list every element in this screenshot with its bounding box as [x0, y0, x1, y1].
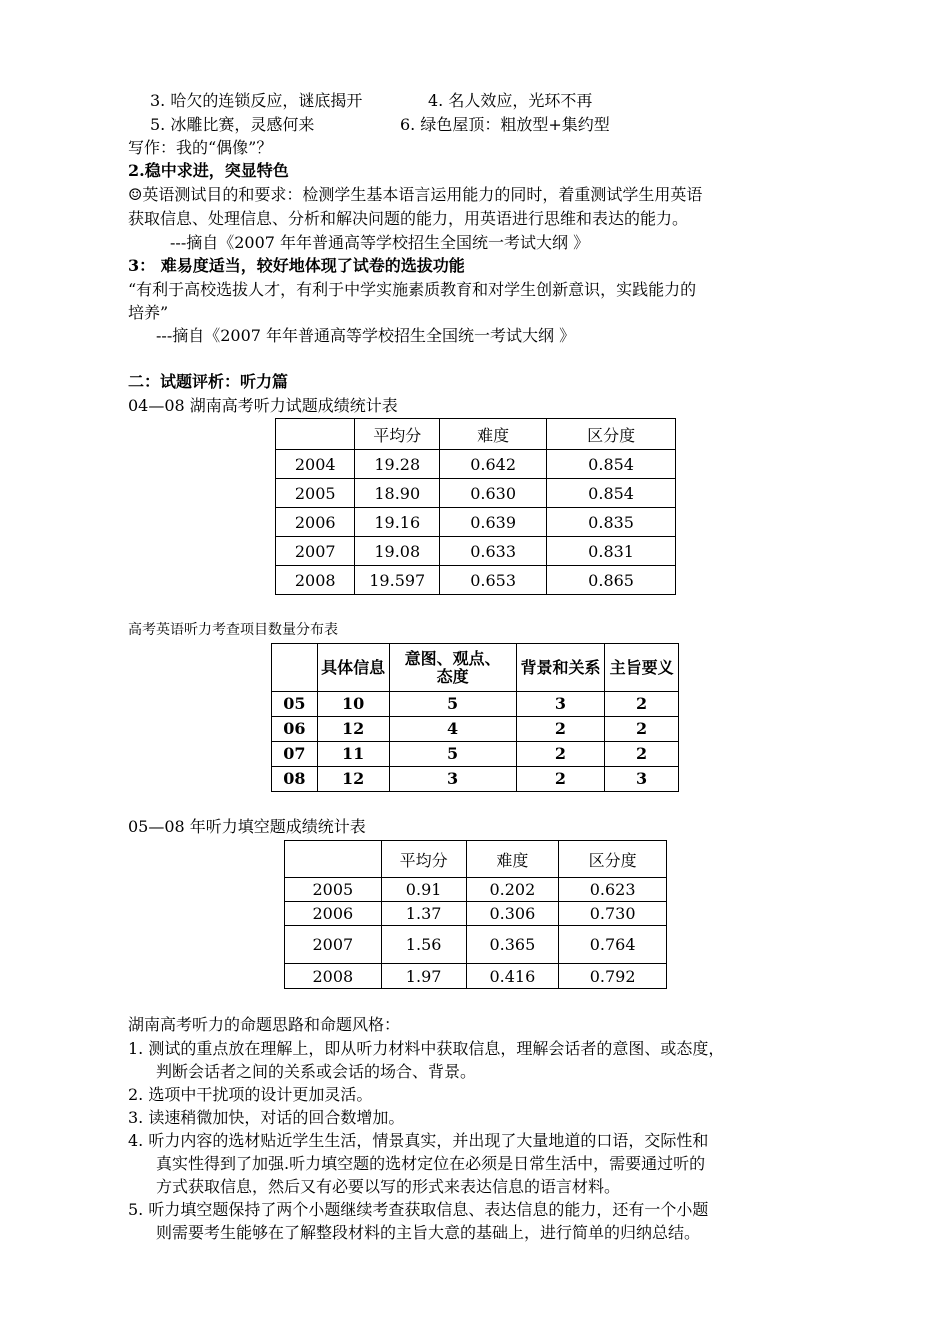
- table1-caption: 04—08 湖南高考听力试题成绩统计表: [128, 396, 398, 415]
- table1-cell: 0.854: [547, 479, 676, 508]
- table2-cell: 08: [272, 767, 318, 792]
- table3-cell: 0.792: [559, 964, 667, 989]
- table1-cell: 0.639: [440, 508, 547, 537]
- style-point-1-line1: 1. 测试的重点放在理解上，即从听力材料中获取信息，理解会话者的意图、或态度，: [128, 1039, 725, 1058]
- table2-cell: 2: [605, 742, 679, 767]
- table2-cell: 3: [516, 692, 604, 717]
- table1-row: [276, 508, 676, 537]
- table2-cell: 2: [605, 717, 679, 742]
- table2-header-cell: 主旨要义: [605, 644, 679, 692]
- table1-cell: 0.633: [440, 537, 547, 566]
- table3-cell: 2005: [285, 878, 382, 902]
- table2-cell: 5: [389, 692, 516, 717]
- table1-cell: 0.642: [440, 450, 547, 479]
- style-point-5-line2: 则需要考生能够在了解整段材料的主旨大意的基础上，进行简单的归纳总结。: [156, 1223, 701, 1242]
- table3-cell: 2006: [285, 902, 382, 926]
- style-point-5-line1: 5. 听力填空题保持了两个小题继续考查获取信息、表达信息的能力，还有一个小题: [128, 1200, 709, 1219]
- table1-cell: 0.865: [547, 566, 676, 595]
- table3-cell: 2007: [285, 926, 382, 964]
- table1-row: [276, 537, 676, 566]
- table2-cell: 2: [516, 742, 604, 767]
- table1-header-cell: [276, 419, 355, 450]
- table2-cell: 2: [516, 767, 604, 792]
- table2-row: [272, 742, 679, 767]
- table2-cell: 12: [317, 717, 389, 742]
- table3-cell: 0.764: [559, 926, 667, 964]
- table1-cell: 19.28: [355, 450, 440, 479]
- table2-row: [272, 767, 679, 792]
- table3-caption: 05—08 年听力填空题成绩统计表: [128, 817, 366, 836]
- table1-cell: 19.16: [355, 508, 440, 537]
- table1-header-cell: 平均分: [355, 419, 440, 450]
- table3-row: [285, 964, 667, 989]
- section2-heading: 2.稳中求进，突显特色: [128, 161, 289, 180]
- table3-cell: 0.623: [559, 878, 667, 902]
- style-point-4-line1: 4. 听力内容的选材贴近学生生活，情景真实，并出现了大量地道的口语，交际性和: [128, 1131, 709, 1150]
- table2-cell: 10: [317, 692, 389, 717]
- table2-cell: 3: [389, 767, 516, 792]
- table1-header-cell: 区分度: [547, 419, 676, 450]
- table2-cell: 5: [389, 742, 516, 767]
- table3-cell: 1.56: [381, 926, 466, 964]
- writing-topic: 写作：我的“偶像”？: [128, 138, 273, 157]
- table3-cell: 0.91: [381, 878, 466, 902]
- table1-cell: 0.653: [440, 566, 547, 595]
- table2-cell: 05: [272, 692, 318, 717]
- table2-cell: 4: [389, 717, 516, 742]
- table3-cell: 0.306: [466, 902, 559, 926]
- table1-cell: 19.597: [355, 566, 440, 595]
- table3-cell: 2008: [285, 964, 382, 989]
- table3-cell: 1.97: [381, 964, 466, 989]
- style-point-2: 2. 选项中干扰项的设计更加灵活。: [128, 1085, 373, 1104]
- table1-cell: 2004: [276, 450, 355, 479]
- style-section-heading: 湖南高考听力的命题思路和命题风格：: [128, 1015, 401, 1034]
- table3-header-cell: 难度: [466, 841, 559, 878]
- table2-row: [272, 692, 679, 717]
- fill-in-score-table: [284, 840, 667, 989]
- style-point-4-line3: 方式获取信息，然后又有必要以写的形式来表达信息的语言材料。: [156, 1177, 621, 1196]
- table1-cell: 2007: [276, 537, 355, 566]
- table1-cell: 2005: [276, 479, 355, 508]
- table3-cell: 1.37: [381, 902, 466, 926]
- table1-row: [276, 566, 676, 595]
- table1-row: [276, 479, 676, 508]
- table1-cell: 2006: [276, 508, 355, 537]
- style-point-1-line2: 判断会话者之间的关系或会话的场合、背景。: [156, 1062, 477, 1081]
- section3-quote-line2: 培养”: [128, 303, 169, 322]
- table1-cell: 19.08: [355, 537, 440, 566]
- table1-cell: 0.854: [547, 450, 676, 479]
- section2-body-line1: ☺英语测试目的和要求：检测学生基本语言运用能力的同时，着重测试学生用英语: [128, 185, 703, 204]
- table1-row: [276, 450, 676, 479]
- intro-item-3: 3. 哈欠的连锁反应，谜底揭开: [150, 91, 363, 110]
- table2-cell: 2: [605, 692, 679, 717]
- table1-cell: 2008: [276, 566, 355, 595]
- listening-score-table: [275, 418, 676, 595]
- table1-cell: 0.630: [440, 479, 547, 508]
- table3-row: [285, 902, 667, 926]
- table3-cell: 0.730: [559, 902, 667, 926]
- style-point-4-line2: 真实性得到了加强.听力填空题的选材定位在必须是日常生活中，需要通过听的: [156, 1154, 706, 1173]
- table3-header-cell: [285, 841, 382, 878]
- listening-item-distribution-table: [271, 643, 679, 792]
- table2-header-cell: 意图、观点、态度: [389, 644, 516, 692]
- table2-cell: 11: [317, 742, 389, 767]
- table2-cell: 3: [605, 767, 679, 792]
- section3-quote-line1: “有利于高校选拔人才，有利于中学实施素质教育和对学生创新意识，实践能力的: [128, 280, 697, 299]
- table2-caption: 高考英语听力考查项目数量分布表: [128, 622, 338, 638]
- table1-cell: 18.90: [355, 479, 440, 508]
- intro-item-5: 5. 冰雕比赛，灵感何来: [150, 115, 315, 134]
- table1-cell: 0.831: [547, 537, 676, 566]
- table2-header-cell: 背景和关系: [516, 644, 604, 692]
- table3-header-cell: 平均分: [381, 841, 466, 878]
- table2-row: [272, 717, 679, 742]
- table2-header-cell: 具体信息: [317, 644, 389, 692]
- section3-heading: 3： 难易度适当，较好地体现了试卷的选拔功能: [128, 256, 465, 275]
- table3-row: [285, 926, 667, 964]
- section2-body-line2: 获取信息、处理信息、分析和解决问题的能力，用英语进行思维和表达的能力。: [128, 209, 689, 228]
- table2-cell: 2: [516, 717, 604, 742]
- style-point-3: 3. 读速稍微加快，对话的回合数增加。: [128, 1108, 405, 1127]
- table3-cell: 0.202: [466, 878, 559, 902]
- part2-heading: 二：试题评析：听力篇: [128, 372, 289, 391]
- section3-source: ---摘自《2007 年年普通高等学校招生全国统一考试大纲 》: [156, 326, 576, 345]
- table2-cell: 07: [272, 742, 318, 767]
- table3-row: [285, 878, 667, 902]
- table1-header-cell: 难度: [440, 419, 547, 450]
- intro-item-4: 4. 名人效应，光环不再: [428, 91, 593, 110]
- table2-cell: 12: [317, 767, 389, 792]
- table2-header-cell: [272, 644, 318, 692]
- table1-cell: 0.835: [547, 508, 676, 537]
- table2-cell: 06: [272, 717, 318, 742]
- table3-header-cell: 区分度: [559, 841, 667, 878]
- section2-source: ---摘自《2007 年年普通高等学校招生全国统一考试大纲 》: [170, 233, 590, 252]
- table3-cell: 0.416: [466, 964, 559, 989]
- table3-cell: 0.365: [466, 926, 559, 964]
- intro-item-6: 6. 绿色屋顶：粗放型+集约型: [400, 115, 610, 134]
